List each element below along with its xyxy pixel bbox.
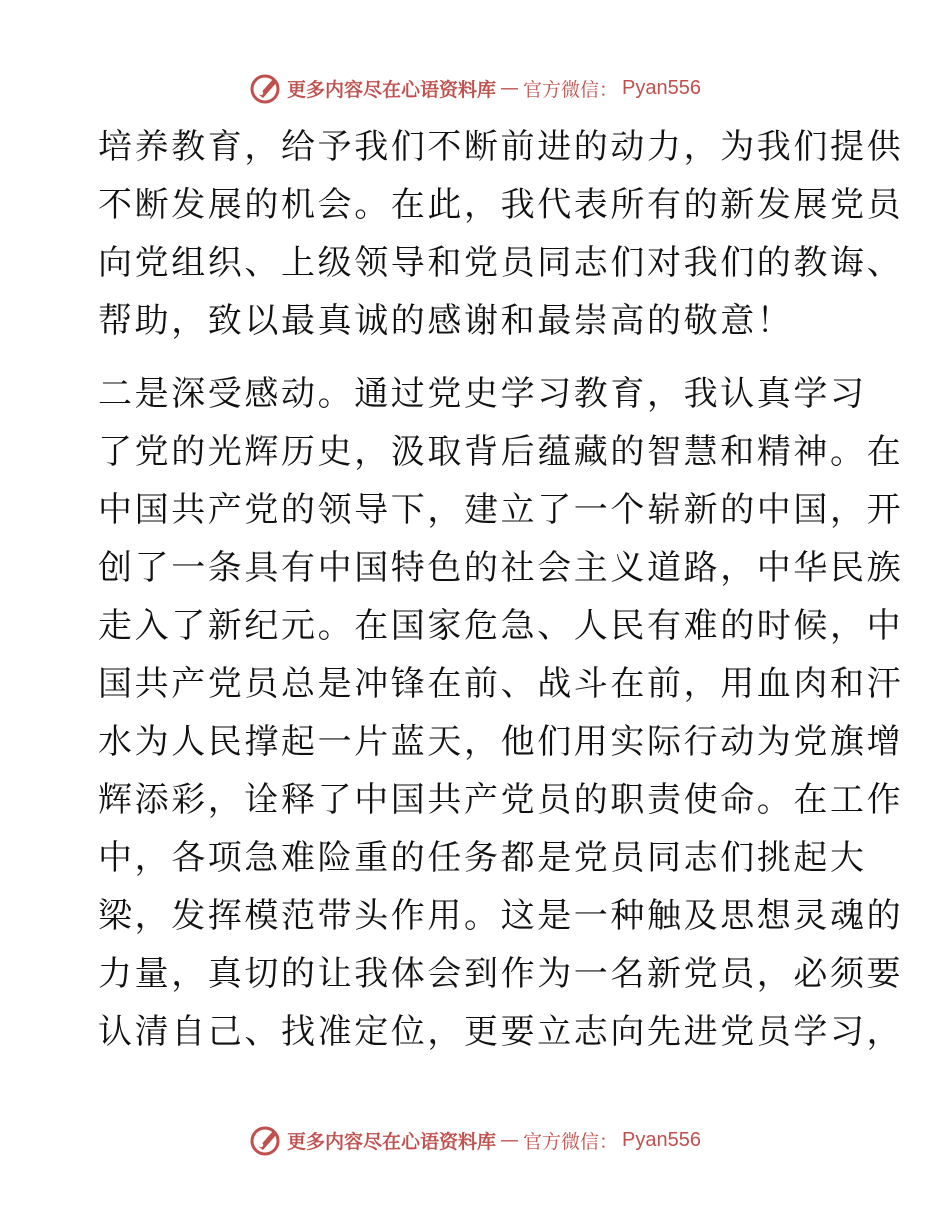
header-dash: — [500, 77, 520, 99]
paragraph-1-line-3: 向党组织、上级领导和党员同志们对我们的教诲、 [98, 243, 904, 283]
paragraph-1-line-2: 不断发展的机会。在此，我代表所有的新发展党员 [98, 185, 904, 225]
paragraph-2-line-12: 认清自己、找准定位，更要立志向先进党员学习， [98, 1012, 904, 1052]
header-wechat-id: Pyan556 [622, 76, 701, 99]
paragraph-2-line-5: 走入了新纪元。在国家危急、人民有难的时候，中 [98, 606, 904, 646]
paragraph-2-line-2: 了党的光辉历史，汲取背后蕴藏的智慧和精神。在 [98, 432, 904, 472]
paragraph-2-line-8: 辉添彩，诠释了中国共产党员的职责使命。在工作 [98, 780, 904, 820]
paragraph-2-line-3: 中国共产党的领导下，建立了一个崭新的中国，开 [98, 490, 904, 530]
pen-circle-logo-icon [249, 1123, 283, 1157]
paragraph-1-line-4: 帮助，致以最真诚的感谢和最崇高的敬意！ [98, 301, 794, 341]
footer-dash: — [500, 1129, 520, 1151]
paragraph-2-line-7: 水为人民撑起一片蓝天，他们用实际行动为党旗增 [98, 722, 904, 762]
paragraph-2-line-10: 梁，发挥模范带头作用。这是一种触及思想灵魂的 [98, 896, 904, 936]
footer-banner [0, 1120, 950, 1160]
paragraph-2-line-1: 二是深受感动。通过党史学习教育，我认真学习 [98, 374, 867, 414]
footer-wechat-label: 官方微信： [523, 1130, 619, 1153]
footer-wechat-id: Pyan556 [622, 1128, 701, 1151]
footer-brand-text: 更多内容尽在心语资料库 [287, 1130, 497, 1153]
header-wechat-label: 官方微信： [523, 78, 619, 101]
paragraph-2-line-9: 中，各项急难险重的任务都是党员同志们挑起大 [98, 838, 867, 878]
paragraph-2-line-4: 创了一条具有中国特色的社会主义道路，中华民族 [98, 548, 904, 588]
header-brand-text: 更多内容尽在心语资料库 [287, 78, 497, 101]
paragraph-2-line-6: 国共产党员总是冲锋在前、战斗在前，用血肉和汗 [98, 664, 904, 704]
paragraph-2-line-11: 力量，真切的让我体会到作为一名新党员，必须要 [98, 954, 904, 994]
paragraph-1-line-1: 培养教育，给予我们不断前进的动力，为我们提供 [98, 127, 904, 167]
